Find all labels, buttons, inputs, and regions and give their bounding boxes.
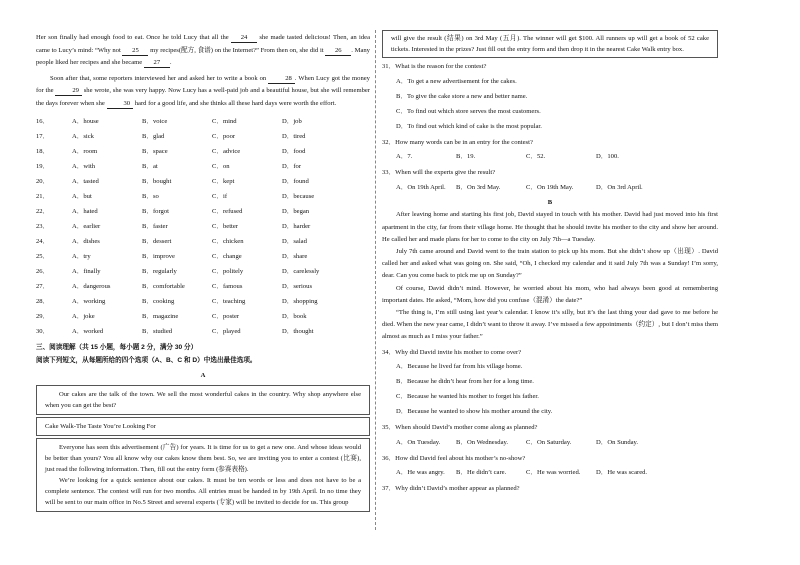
blank-29: 29 <box>55 86 82 96</box>
option-36-d: D．He was scared. <box>596 469 648 477</box>
blank-24: 24 <box>231 33 257 43</box>
option-c: C．chicken <box>212 237 244 245</box>
option-33-c: C．On 19th May. <box>526 183 574 191</box>
option-d: D．carelessly <box>282 267 320 275</box>
option-a: A．dangerous <box>72 282 111 290</box>
question-35-options <box>382 435 718 450</box>
option-row <box>36 204 370 219</box>
option-d: D．thought <box>282 327 314 335</box>
option-35-b: B．On Wednesday. <box>456 438 509 446</box>
option-d: D．because <box>282 192 315 200</box>
option-35-c: C．On Saturday. <box>526 438 572 446</box>
option-32-d: D．100. <box>596 153 619 161</box>
contest-text-2: We’re looking for a quick sentence about our cakes. It must be ten words or less and does not have to be a complete sentence. The contest will run for two months. All entries must be handed in by 19th April. In no time they will be sent to our main office in No.5 Street and several experts (专家) will be invited to decide for us. This group <box>45 477 361 507</box>
contest-box <box>36 438 370 512</box>
option-c: C．refused <box>212 207 243 215</box>
question-34: 34．Why did David invite his mother to come over? <box>382 348 522 356</box>
option-d: D．share <box>282 252 308 260</box>
option-b: B．dessert <box>142 237 172 245</box>
option-b: B．faster <box>142 222 168 230</box>
option-row <box>36 264 370 279</box>
question-36: 36．How did David feel about his mother’s no-show? <box>382 454 526 462</box>
option-d: D．tired <box>282 132 306 140</box>
option-a: A．tasted <box>72 177 99 185</box>
option-row <box>36 159 370 174</box>
ad-box <box>36 385 370 415</box>
option-b: B．voice <box>142 117 168 125</box>
option-35-d: D．On Sunday. <box>596 438 639 446</box>
option-36-c: C．He was worried. <box>526 469 581 477</box>
option-33-b: B．On 3rd May. <box>456 183 501 191</box>
option-b: B．magazine <box>142 312 179 320</box>
option-32-c: C．52. <box>526 153 546 161</box>
option-c: C．mind <box>212 117 237 125</box>
question-number: 30． <box>36 327 50 335</box>
option-b: B．bought <box>142 177 172 185</box>
question-31: 31．What is the reason for the contest? <box>382 63 487 70</box>
option-a: A．working <box>72 297 106 305</box>
option-d: D．for <box>282 162 302 170</box>
cloze-paragraph-1: Her son finally had enough food to eat. Once he told Lucy that all the 24 she made tasted delicious! Then, an idea came to Lucy’s mind: “Why not 25 my recipes(配方, 食谱) on the Internet?” From then on, she did it 26 . Many people liked her recipes and she became 27 . <box>36 34 370 67</box>
option-a: A．house <box>72 117 99 125</box>
question-number: 19． <box>36 162 50 170</box>
blank-30: 30 <box>107 99 134 109</box>
blank-25: 25 <box>122 46 148 56</box>
option-c: C．played <box>212 327 241 335</box>
option-34-b: B．Because he didn’t hear from her for a long time. <box>396 378 534 386</box>
option-34-d: D．Because he wanted to show his mother around the city. <box>396 408 553 416</box>
option-33-d: D．On 3rd April. <box>596 183 643 191</box>
question-35: 35．When should David’s mother come along as planned? <box>382 424 538 432</box>
question-number: 17． <box>36 132 50 140</box>
contest-text-1: Everyone has seen this advertisement (广告) for years. It is time for us to get a new one. And whose ideas would be better than yours? You all know why our cakes know them best. So, we are inviting you to enter a contest (比赛), just read the following information. Then, fill out the entry form (参赛表格). <box>45 444 361 474</box>
option-b: B．space <box>142 147 168 155</box>
question-number: 20． <box>36 177 50 185</box>
blank-28: 28 <box>268 74 295 84</box>
option-d: D．serious <box>282 282 313 290</box>
question-33-options <box>382 180 718 195</box>
question-number: 21． <box>36 192 50 200</box>
option-c: C．famous <box>212 282 243 290</box>
option-c: C．kept <box>212 177 235 185</box>
option-d: D．book <box>282 312 307 320</box>
passage-b-paragraph-2: July 7th came around and David went to the train station to pick up his mom. But she didn’t show up（出现）. David called her and asked what was going on. She said, “Oh, I checked my calendar and it said July 7th was a Sunday! I’m sorry, dear. Can you come back to pick me up on Sunday?” <box>382 247 718 280</box>
option-d: D．salad <box>282 237 307 245</box>
slogan-text: Cake Walk-The Taste You’re Looking For <box>45 423 156 431</box>
column-divider <box>375 30 376 530</box>
contest-box-continued <box>382 30 718 58</box>
option-c: C．on <box>212 162 230 170</box>
option-row <box>36 189 370 204</box>
option-b: B．cooking <box>142 297 175 305</box>
question-number: 26． <box>36 267 50 275</box>
option-34-c: C．Because he wanted his mother to forget his father. <box>396 393 539 401</box>
option-d: D．began <box>282 207 310 215</box>
slogan-box <box>36 417 370 436</box>
option-36-b: B．He didn’t care. <box>456 469 507 477</box>
cloze-paragraph-2: Soon after that, some reporters interviewed her and asked her to write a book on 28 . When Lucy got the money for the 29 she wrote, she was very happy. Now Lucy has a well-paid job and a beautiful house, but she will remember the days forever when she 30 hard for a good life, and she thinks all these hard days were worth the effort. <box>36 74 370 107</box>
passage-b-paragraph-1: After leaving home and starting his first job, David stayed in touch with his mother. David had just moved into his first apartment in the city, far from their village home. He thought that he should invite his mother to the city and show her around. He called her and made plans for her to come to the city on July 7th—a Tuesday. <box>382 211 718 243</box>
option-b: B．so <box>142 192 159 200</box>
option-33-a: A．On 19th April. <box>396 183 446 191</box>
question-number: 24． <box>36 237 50 245</box>
option-b: B．regularly <box>142 267 177 275</box>
question-number: 29． <box>36 312 50 320</box>
question-34-options <box>382 359 718 419</box>
option-a: A．worked <box>72 327 104 335</box>
option-31-c: C．To find out which store serves the most customers. <box>396 107 541 115</box>
option-32-b: B．19. <box>456 153 476 161</box>
option-34-a: A．Because he lived far from his village home. <box>396 363 523 371</box>
option-row <box>36 174 370 189</box>
option-c: C．politely <box>212 267 244 275</box>
option-a: A．sick <box>72 132 94 140</box>
question-number: 28． <box>36 297 50 305</box>
option-row <box>36 129 370 144</box>
option-b: B．glad <box>142 132 165 140</box>
option-c: C．poor <box>212 132 236 140</box>
option-b: B．comfortable <box>142 282 185 290</box>
question-number: 16． <box>36 117 50 125</box>
passage-b-label: B <box>547 198 553 206</box>
option-row <box>36 219 370 234</box>
option-c: C．better <box>212 222 239 230</box>
option-a: A．hated <box>72 207 98 215</box>
option-c: C．teaching <box>212 297 246 305</box>
option-a: A．room <box>72 147 98 155</box>
contest-text-3: will give the result (结果) on 3rd May (五月). The winner will get $100. All runners up will get a book of 52 cake tickets. Interested in the prizes? Just fill out the entry form and then drop it in the nearest Cake Walk entry box. <box>391 35 709 53</box>
question-33: 33．When will the experts give the result? <box>382 169 496 177</box>
right-column <box>382 32 718 496</box>
question-number: 27． <box>36 282 50 290</box>
passage-b-paragraph-3: Of course, David didn’t mind. However, he worried about his mom, who had always been good at remembering important dates. He asked, “Mom, how did you confuse（混淆）the date?” <box>382 284 718 304</box>
option-36-a: A．He was angry. <box>396 469 445 477</box>
question-number: 22． <box>36 207 50 215</box>
option-31-d: D．To find out which kind of cake is the most popular. <box>396 122 542 130</box>
option-a: A．joke <box>72 312 95 320</box>
option-c: C．change <box>212 252 242 260</box>
question-31-options <box>382 74 718 134</box>
left-column <box>36 32 370 512</box>
option-b: B．at <box>142 162 158 170</box>
question-number: 18． <box>36 147 50 155</box>
option-a: A．finally <box>72 267 101 275</box>
option-c: C．advice <box>212 147 241 155</box>
cloze-options <box>36 114 370 339</box>
question-number: 23． <box>36 222 50 230</box>
option-row <box>36 144 370 159</box>
option-a: A．dishes <box>72 237 100 245</box>
ad-text: Our cakes are the talk of the town. We sell the most wonderful cakes in the country. Why shop anywhere else when you can get the best? <box>45 391 361 410</box>
option-d: D．found <box>282 177 309 185</box>
option-a: A．earlier <box>72 222 101 230</box>
option-a: A．but <box>72 192 92 200</box>
question-37: 37．Why didn’t David’s mother appear as planned? <box>382 485 520 493</box>
blank-26: 26 <box>325 46 351 56</box>
option-d: D．food <box>282 147 306 155</box>
question-32-options <box>382 149 718 164</box>
option-row <box>36 309 370 324</box>
section-instruction: 阅读下列短文，从每题所给的四个选项（A、B、C 和 D）中选出最佳选项。 <box>36 357 257 365</box>
option-row <box>36 324 370 339</box>
option-row <box>36 279 370 294</box>
option-c: C．poster <box>212 312 240 320</box>
option-d: D．job <box>282 117 302 125</box>
option-row <box>36 234 370 249</box>
blank-27: 27 <box>144 58 170 68</box>
option-a: A．try <box>72 252 91 260</box>
question-32: 32．How many words can be in an entry for the contest? <box>382 138 533 146</box>
option-b: B．improve <box>142 252 175 260</box>
option-35-a: A．On Tuesday. <box>396 438 441 446</box>
passage-b-paragraph-4: “The thing is, I’m still using last year’s calendar. I know it’s silly, but it’s the last thing your dad gave to me before he died. When the new year came, I didn’t want to throw it away. I’ve missed a few appointments（约定）, but I don’t miss them almost as much as I miss your father.” <box>382 309 718 341</box>
option-31-a: A．To get a new advertisement for the cakes. <box>396 77 517 85</box>
option-b: B．studied <box>142 327 173 335</box>
option-b: B．forgot <box>142 207 169 215</box>
option-row <box>36 114 370 129</box>
option-d: D．harder <box>282 222 311 230</box>
section-title: 三、阅读理解（共 15 小题，每小题 2 分，满分 30 分） <box>36 343 198 351</box>
question-number: 25． <box>36 252 50 260</box>
option-row <box>36 249 370 264</box>
question-36-options <box>382 465 718 480</box>
option-32-a: A．7. <box>396 153 413 161</box>
option-c: C．if <box>212 192 228 200</box>
passage-a-label: A <box>200 371 206 379</box>
option-d: D．shopping <box>282 297 318 305</box>
option-row <box>36 294 370 309</box>
option-31-b: B．To give the cake store a new and better name. <box>396 92 528 100</box>
option-a: A．with <box>72 162 96 170</box>
